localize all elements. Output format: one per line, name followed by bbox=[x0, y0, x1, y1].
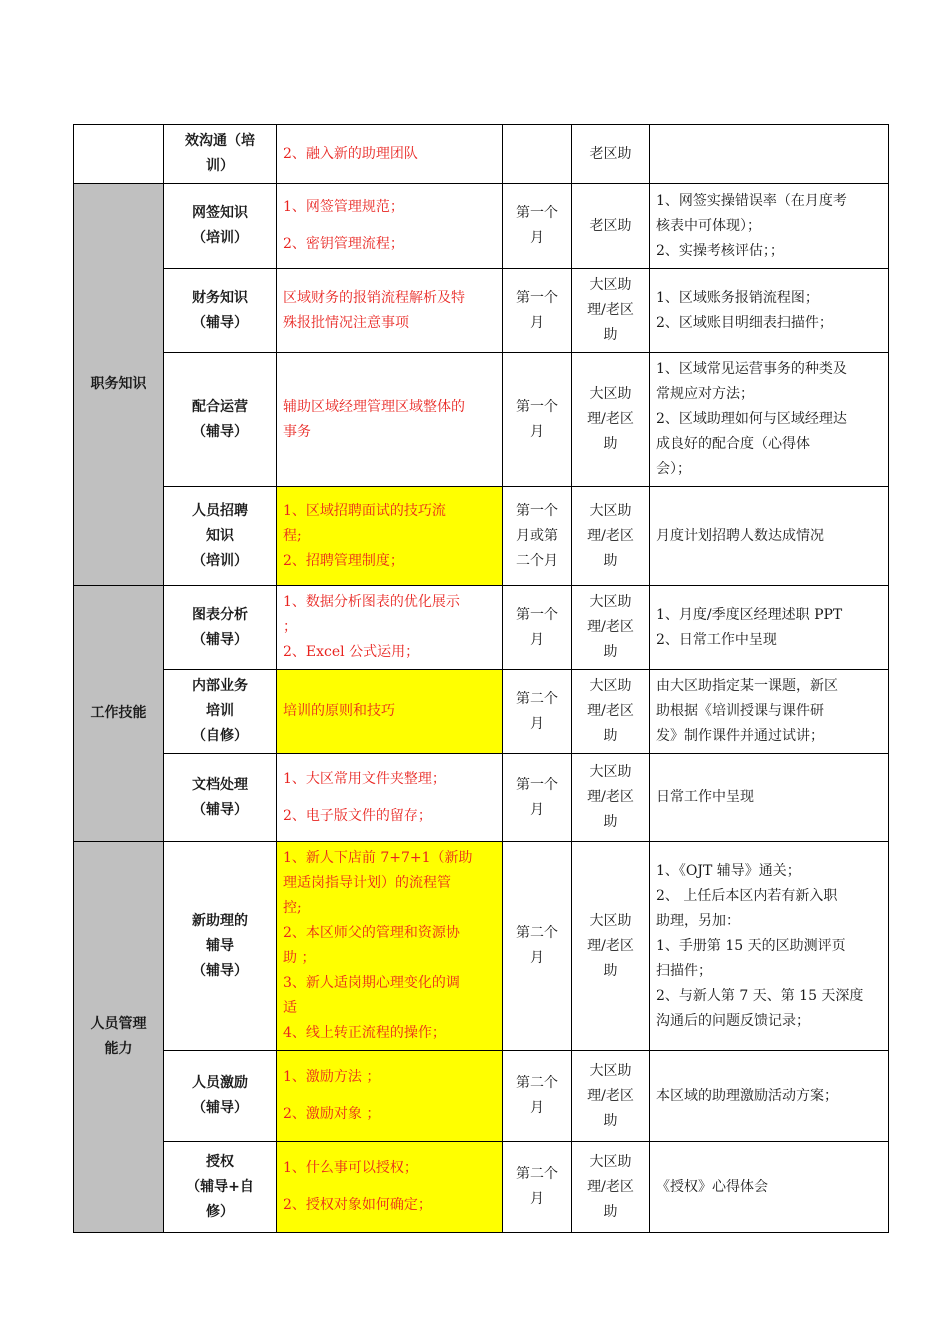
training-item-cell bbox=[164, 353, 277, 487]
training-item-cell bbox=[164, 269, 277, 353]
text-line: 老区助 bbox=[589, 217, 632, 234]
text-line bbox=[283, 220, 496, 232]
text-line: 能力 bbox=[104, 1041, 133, 1057]
text-line: （培训） bbox=[192, 552, 248, 569]
text-line: 月 bbox=[530, 715, 544, 732]
text-line: 理适岗指导计划）的流程管 bbox=[283, 875, 451, 891]
text-line: 发》制作课件并通过试讲； bbox=[656, 728, 824, 744]
evaluation-cell bbox=[650, 353, 889, 487]
text-line: 月或第 bbox=[516, 527, 558, 544]
text-line: 月 bbox=[530, 950, 544, 966]
text-line: 理/老区 bbox=[587, 619, 634, 635]
text-line: 2、区域助理如何与区域经理达 bbox=[656, 411, 847, 427]
time-cell bbox=[503, 269, 572, 353]
mentor-cell bbox=[572, 487, 650, 586]
text-line: 月 bbox=[530, 423, 544, 440]
text-line: 2、本区师父的管理和资源协 bbox=[283, 925, 460, 941]
text-line: 内部业务 bbox=[192, 678, 248, 694]
training-item-cell bbox=[164, 1051, 277, 1142]
text-line: 人员激励 bbox=[192, 1075, 248, 1091]
text-line: 助 bbox=[603, 436, 618, 452]
text-line: 2、招聘管理制度； bbox=[283, 552, 404, 569]
text-line: 1、区域常见运营事务的种类及 bbox=[656, 361, 847, 377]
time-cell bbox=[503, 842, 572, 1051]
text-line: （辅导） bbox=[192, 801, 248, 818]
text-line: 辅导 bbox=[206, 937, 234, 954]
mentor-cell bbox=[572, 353, 650, 487]
text-line: 月 bbox=[530, 801, 544, 818]
text-line: 大区助 bbox=[589, 912, 632, 929]
category-cell-empty bbox=[74, 125, 164, 184]
text-line: 区域财务的报销流程解析及特 bbox=[283, 289, 465, 306]
text-line: 大区助 bbox=[589, 386, 632, 402]
training-content-cell bbox=[277, 1142, 503, 1233]
text-line: 人员管理 bbox=[90, 1016, 147, 1032]
text-line: 理/老区 bbox=[587, 302, 634, 318]
text-line: （培训） bbox=[192, 230, 248, 246]
text-line: 效沟通（培 bbox=[185, 133, 255, 149]
time-cell bbox=[503, 670, 572, 754]
category-cell bbox=[74, 586, 164, 842]
text-line: （辅导+自 bbox=[186, 1178, 254, 1195]
mentor-cell bbox=[572, 754, 650, 842]
text-line: （辅导） bbox=[192, 314, 248, 331]
table-row bbox=[74, 353, 889, 487]
text-line: 授权 bbox=[206, 1153, 234, 1170]
text-line: 1、激励方法 ； bbox=[283, 1069, 381, 1085]
text-line: 助 bbox=[603, 1112, 618, 1129]
table-row bbox=[74, 184, 889, 269]
text-line: 1、什么事可以授权； bbox=[283, 1160, 418, 1176]
training-content-cell bbox=[277, 353, 503, 487]
time-cell bbox=[503, 125, 572, 184]
table-row bbox=[74, 1051, 889, 1142]
text-line: （辅导） bbox=[192, 1100, 248, 1116]
text-line: 第一个 bbox=[516, 289, 558, 306]
text-line: 月 bbox=[530, 631, 544, 648]
evaluation-cell bbox=[650, 1142, 889, 1233]
text-line: 助 bbox=[603, 814, 618, 830]
text-line: 2、区域账目明细表扫描件； bbox=[656, 314, 833, 331]
text-line: （辅导） bbox=[192, 631, 248, 648]
mentor-cell bbox=[572, 1051, 650, 1142]
text-line: 月 bbox=[530, 1100, 544, 1116]
text-line: 1、新人下店前 7+7+1（新助 bbox=[283, 850, 473, 866]
text-line: 二个月 bbox=[516, 552, 558, 569]
time-cell bbox=[503, 754, 572, 842]
text-line: 第二个 bbox=[516, 925, 558, 941]
time-cell bbox=[503, 487, 572, 586]
text-line: 知识 bbox=[206, 527, 234, 544]
evaluation-cell bbox=[650, 1051, 889, 1142]
training-content-cell bbox=[277, 754, 503, 842]
text-line: 2、Excel 公式运用； bbox=[283, 644, 420, 660]
time-cell bbox=[503, 1051, 572, 1142]
evaluation-cell bbox=[650, 586, 889, 670]
text-line: 日常工作中呈现 bbox=[656, 789, 754, 805]
text-line: 扫描件； bbox=[656, 962, 712, 979]
table-row bbox=[74, 670, 889, 754]
mentor-cell bbox=[572, 586, 650, 670]
text-line: 训） bbox=[206, 158, 234, 174]
evaluation-cell bbox=[650, 670, 889, 754]
text-line: 职务知识 bbox=[90, 376, 147, 392]
text-line: 助 bbox=[603, 644, 618, 660]
text-line: 2、授权对象如何确定； bbox=[283, 1197, 432, 1213]
text-line: 网签知识 bbox=[192, 205, 248, 221]
text-line: 4、线上转正流程的操作； bbox=[283, 1025, 446, 1041]
text-line bbox=[283, 792, 496, 804]
training-item-cell bbox=[164, 1142, 277, 1233]
text-line: 文档处理 bbox=[192, 776, 248, 793]
mentor-cell bbox=[572, 184, 650, 269]
mentor-cell bbox=[572, 1142, 650, 1233]
text-line: 理/老区 bbox=[587, 1178, 634, 1195]
text-line: 老区助 bbox=[589, 145, 632, 162]
training-content-cell bbox=[277, 1051, 503, 1142]
training-plan-table bbox=[73, 124, 889, 1233]
text-line: 1、区域账务报销流程图； bbox=[656, 289, 819, 306]
mentor-cell bbox=[572, 269, 650, 353]
text-line: 助 ； bbox=[283, 950, 316, 966]
time-cell bbox=[503, 1142, 572, 1233]
text-line: 核表中可体现）； bbox=[656, 217, 761, 234]
text-line: 大区助 bbox=[589, 678, 632, 694]
table-row bbox=[74, 586, 889, 670]
text-line: 助 bbox=[603, 962, 618, 979]
text-line: 辅助区域经理管理区域整体的 bbox=[283, 398, 465, 415]
text-line: 月度计划招聘人数达成情况 bbox=[656, 527, 824, 544]
text-line: 1、网签实操错误率（在月度考 bbox=[656, 192, 847, 209]
training-content-cell bbox=[277, 586, 503, 670]
text-line: 第一个 bbox=[516, 502, 558, 519]
text-line: 2、日常工作中呈现 bbox=[656, 631, 777, 648]
text-line: 1、《OJT 辅导》通关； bbox=[656, 862, 801, 879]
text-line: 1、网签管理规范； bbox=[283, 199, 404, 215]
text-line: 成良好的配合度（心得体 bbox=[656, 436, 810, 452]
text-line: （自修） bbox=[192, 728, 248, 744]
text-line: 理/老区 bbox=[587, 527, 634, 544]
text-line: ； bbox=[283, 619, 297, 635]
text-line: 月 bbox=[530, 1191, 544, 1207]
training-item-cell bbox=[164, 842, 277, 1051]
text-line: 1、手册第 15 天的区助测评页 bbox=[656, 937, 846, 954]
evaluation-cell bbox=[650, 125, 889, 184]
text-line: 2、密钥管理流程； bbox=[283, 236, 404, 252]
category-cell bbox=[74, 842, 164, 1233]
time-cell bbox=[503, 353, 572, 487]
text-line: 人员招聘 bbox=[192, 502, 248, 519]
text-line: 第一个 bbox=[516, 205, 558, 221]
evaluation-cell bbox=[650, 487, 889, 586]
text-line: 大区助 bbox=[589, 764, 632, 780]
text-line: 《授权》心得体会 bbox=[656, 1178, 768, 1195]
text-line: （辅导） bbox=[192, 423, 248, 440]
training-content-cell bbox=[277, 842, 503, 1051]
text-line: 大区助 bbox=[589, 1153, 632, 1170]
training-item-cell bbox=[164, 754, 277, 842]
text-line: 培训的原则和技巧 bbox=[283, 703, 395, 719]
text-line bbox=[283, 1090, 496, 1102]
text-line: 1、大区常用文件夹整理； bbox=[283, 770, 446, 787]
text-line: 第一个 bbox=[516, 776, 558, 793]
text-line: 程; bbox=[283, 527, 302, 544]
text-line: 殊报批情况注意事项 bbox=[283, 314, 409, 331]
training-item-cell bbox=[164, 184, 277, 269]
text-line: 新助理的 bbox=[192, 912, 248, 929]
text-line: 培训 bbox=[206, 703, 234, 719]
evaluation-cell bbox=[650, 184, 889, 269]
evaluation-cell bbox=[650, 842, 889, 1051]
text-line: 理/老区 bbox=[587, 411, 634, 427]
table-row bbox=[74, 125, 889, 184]
mentor-cell bbox=[572, 842, 650, 1051]
training-content-cell bbox=[277, 125, 503, 184]
text-line: 控; bbox=[283, 900, 302, 916]
text-line bbox=[283, 1181, 496, 1193]
text-line: 理/老区 bbox=[587, 937, 634, 954]
text-line: 1、月度/季度区经理述职 PPT bbox=[656, 606, 843, 623]
table-row bbox=[74, 842, 889, 1051]
text-line: 助 bbox=[603, 552, 618, 569]
text-line: 由大区助指定某一课题，新区 bbox=[656, 678, 838, 694]
text-line: 助 bbox=[603, 728, 618, 744]
training-item-cell bbox=[164, 487, 277, 586]
table-row bbox=[74, 269, 889, 353]
text-line: 图表分析 bbox=[192, 606, 248, 623]
text-line: 第一个 bbox=[516, 606, 558, 623]
text-line: 修） bbox=[206, 1203, 234, 1220]
mentor-cell bbox=[572, 125, 650, 184]
text-line: 2、实操考核评估；； bbox=[656, 242, 784, 259]
training-item-cell bbox=[164, 586, 277, 670]
text-line: 大区助 bbox=[589, 594, 632, 610]
text-line: 2、融入新的助理团队 bbox=[283, 145, 418, 162]
text-line: 月 bbox=[530, 314, 544, 331]
mentor-cell bbox=[572, 670, 650, 754]
text-line: 第二个 bbox=[516, 690, 558, 707]
table-row bbox=[74, 754, 889, 842]
text-line: 大区助 bbox=[589, 502, 632, 519]
evaluation-cell bbox=[650, 269, 889, 353]
text-line: 工作技能 bbox=[90, 705, 147, 721]
text-line: 助 bbox=[603, 1203, 618, 1220]
text-line: 大区助 bbox=[589, 1062, 632, 1079]
text-line: 大区助 bbox=[589, 277, 632, 293]
training-content-cell bbox=[277, 184, 503, 269]
text-line: 助 bbox=[603, 327, 618, 343]
text-line: 本区域的助理激励活动方案； bbox=[656, 1087, 838, 1104]
text-line: 理/老区 bbox=[587, 1087, 634, 1104]
text-line: 助根据《培训授课与课件研 bbox=[656, 703, 824, 719]
text-line: 事务 bbox=[283, 423, 311, 440]
text-line: 3、新人适岗期心理变化的调 bbox=[283, 975, 460, 991]
training-item-cell bbox=[164, 125, 277, 184]
text-line: 财务知识 bbox=[192, 289, 248, 306]
text-line: 助理，另加： bbox=[656, 912, 740, 929]
table-row bbox=[74, 1142, 889, 1233]
text-line: 1、区域招聘面试的技巧流 bbox=[283, 502, 446, 519]
text-line: 2、电子版文件的留存； bbox=[283, 807, 432, 824]
text-line: 沟通后的问题反馈记录； bbox=[656, 1012, 810, 1029]
category-cell bbox=[74, 184, 164, 586]
text-line: （辅导） bbox=[192, 962, 248, 979]
text-line: 理/老区 bbox=[587, 789, 634, 805]
text-line: 2、 上任后本区内若有新入职 bbox=[656, 887, 838, 904]
text-line: 配合运营 bbox=[192, 398, 248, 415]
text-line: 第二个 bbox=[516, 1075, 558, 1091]
text-line: 常规应对方法； bbox=[656, 386, 754, 402]
text-line: 2、与新人第 7 天、第 15 天深度 bbox=[656, 987, 864, 1004]
text-line: 会）； bbox=[656, 461, 691, 477]
training-content-cell bbox=[277, 487, 503, 586]
time-cell bbox=[503, 586, 572, 670]
training-item-cell bbox=[164, 670, 277, 754]
evaluation-cell bbox=[650, 754, 889, 842]
training-content-cell bbox=[277, 269, 503, 353]
training-content-cell bbox=[277, 670, 503, 754]
table-row bbox=[74, 487, 889, 586]
text-line: 第一个 bbox=[516, 398, 558, 415]
text-line: 理/老区 bbox=[587, 703, 634, 719]
time-cell bbox=[503, 184, 572, 269]
text-line: 1、数据分析图表的优化展示 bbox=[283, 594, 460, 610]
text-line: 适 bbox=[283, 1000, 297, 1016]
text-line: 第二个 bbox=[516, 1166, 558, 1182]
text-line: 2、激励对象 ； bbox=[283, 1106, 381, 1122]
text-line: 月 bbox=[530, 230, 544, 246]
